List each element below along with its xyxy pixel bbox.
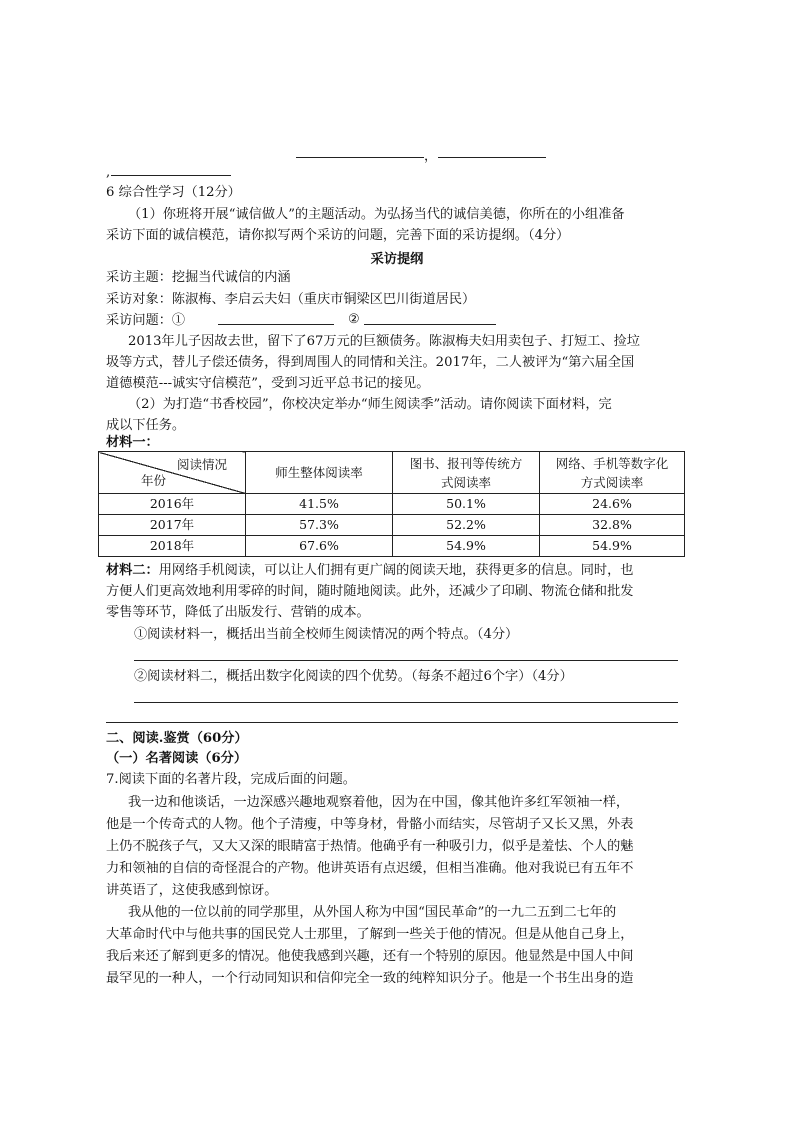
header-traditional-text-2: 式阅读率 (440, 474, 491, 490)
material2-line-2: 方便人们更高效地利用零碎的时间，随时随地阅读。此外，还减少了印刷、物流仓储和批发 (106, 584, 634, 599)
outline-target: 采访对象：陈淑梅、李启云夫妇（重庆市铜梁区巴川街道居民） (106, 292, 476, 307)
outline-questions-label: 采访问题：① (106, 313, 186, 328)
q6-p2-line-1: （2）为打造“书香校园”，你校决定举办“师生阅读季”活动。请你阅读下面材料，完 (128, 397, 612, 412)
outline-theme: 采访主题：挖掘当代诚信的内涵 (106, 270, 291, 285)
q6-p2-line-2: 成以下任务。 (106, 418, 186, 433)
task2: ②阅读材料二，概括出数字化阅读的四个优势。（每条不超过6个字）（4分） (134, 669, 573, 684)
value-cell: 54.9% (540, 536, 685, 557)
lead-comma-mark: , (106, 165, 111, 180)
question2-blank[interactable] (364, 324, 496, 325)
section2-heading: 二、阅读.鉴赏（60分） (106, 731, 248, 746)
para1-line-4: 力和领袖的自信的奇怪混合的产物。他讲英语有点迟缓，但相当准确。他对我说已有五年不 (106, 861, 634, 876)
para2-line-2: 大革命时代中与他共事的国民党人士那里，了解到一些关于他的情况。但是从他自己身上， (106, 927, 634, 942)
corner-bottom-label: 年份 (141, 473, 167, 488)
material2-line-3: 零售等环节，降低了出版发行、营销的成本。 (106, 605, 370, 620)
para1-line-1: 我一边和他谈话，一边深感兴趣地观察着他，因为在中国，像其他许多红军领袖一样， (128, 795, 630, 810)
table-header-row (99, 452, 685, 494)
value-cell: 57.3% (246, 515, 393, 536)
header-digital-text-2: 方式阅读率 (580, 474, 644, 490)
task2-answer-line-2[interactable] (106, 722, 678, 723)
header-traditional-text-1: 图书、报刊等传统方 (409, 455, 523, 471)
header-traditional (393, 452, 540, 494)
para1-line-2: 他是一个传奇式的人物。他个子清瘦，中等身材，骨骼小而结实，尽管胡子又长又黑，外表 (106, 817, 634, 832)
task2-answer-line-1[interactable] (134, 702, 678, 703)
year-cell: 2018年 (99, 536, 246, 557)
corner-top-label: 阅读情况 (176, 457, 227, 472)
value-cell: 54.9% (393, 536, 540, 557)
para2-line-4: 最罕见的一种人，一个行动同知识和信仰完全一致的纯粹知识分子。他是一个书生出身的造 (106, 971, 634, 986)
year-cell: 2017年 (99, 515, 246, 536)
material2-line-1 (106, 562, 634, 579)
header-overall-text: 师生整体阅读率 (275, 465, 363, 480)
para1-line-3: 上仍不脱孩子气，又大又深的眼睛富于热情。他确乎有一种吸引力，似乎是羞怯、个人的魅 (106, 839, 634, 854)
material2-label: 材料二： (106, 563, 159, 578)
outline-title: 采访提纲 (370, 252, 424, 267)
story-line-3: 道德模范---诚实守信模范”，受到习近平总书记的接见。 (106, 376, 430, 391)
task1-answer-line[interactable] (134, 660, 678, 661)
q6-heading: 6 综合性学习（12分） (106, 185, 241, 200)
comma-mark: ， (424, 149, 438, 164)
q6-p1-line-2: 采访下面的诚信模范，请你拟写两个采访的问题，完善下面的采访提纲。（4分） (106, 228, 570, 243)
q6-p1-line-1: （1）你班将开展“诚信做人”的主题活动。为弘扬当代的诚信美德，你所在的小组准备 (128, 207, 625, 222)
material1-label: 材料一： (106, 435, 159, 450)
header-overall (246, 452, 393, 494)
para1-line-5: 讲英语了，这使我感到惊讶。 (106, 883, 278, 898)
story-line-1: 2013年儿子因故去世，留下了67万元的巨额债务。陈淑梅夫妇用卖包子、打短工、捡垃 (128, 334, 640, 349)
value-cell: 52.2% (393, 515, 540, 536)
para2-line-1: 我从他的一位以前的同学那里，从外国人称为中国“国民革命”的一九二五到二七年的 (128, 905, 617, 920)
header-digital-text-1: 网络、手机等数字化 (555, 455, 669, 471)
value-cell: 32.8% (540, 515, 685, 536)
header-digital (540, 452, 685, 494)
table-row (99, 515, 685, 536)
blank-line-top-2 (438, 157, 546, 158)
value-cell: 67.6% (246, 536, 393, 557)
question1-blank[interactable] (218, 324, 334, 325)
task1: ①阅读材料一，概括出当前全校师生阅读情况的两个特点。（4分） (134, 627, 519, 642)
section2-sub1: （一）名著阅读（6分） (106, 751, 248, 766)
year-cell: 2016年 (99, 494, 246, 515)
value-cell: 24.6% (540, 494, 685, 515)
blank-line-top-1 (296, 157, 424, 158)
value-cell: 41.5% (246, 494, 393, 515)
para2-line-3: 我后来还了解到更多的情况。他使我感到兴趣，还有一个特别的原因。他显然是中国人中间 (106, 949, 634, 964)
q7-instruction: 7.阅读下面的名著片段，完成后面的问题。 (106, 772, 356, 787)
value-cell: 50.1% (393, 494, 540, 515)
reading-rate-table (98, 451, 685, 557)
table-row (99, 494, 685, 515)
question2-mark: ② (348, 312, 360, 327)
story-line-2: 圾等方式，替儿子偿还债务，得到周围人的同情和关注。2017年，二人被评为“第六届全国 (106, 355, 635, 370)
table-corner-cell (99, 452, 246, 494)
table-row (99, 536, 685, 557)
material2-text-1: 用网络手机阅读，可以让人们拥有更广阔的阅读天地，获得更多的信息。同时，也 (158, 563, 634, 578)
blank-line-top-3 (111, 175, 231, 176)
